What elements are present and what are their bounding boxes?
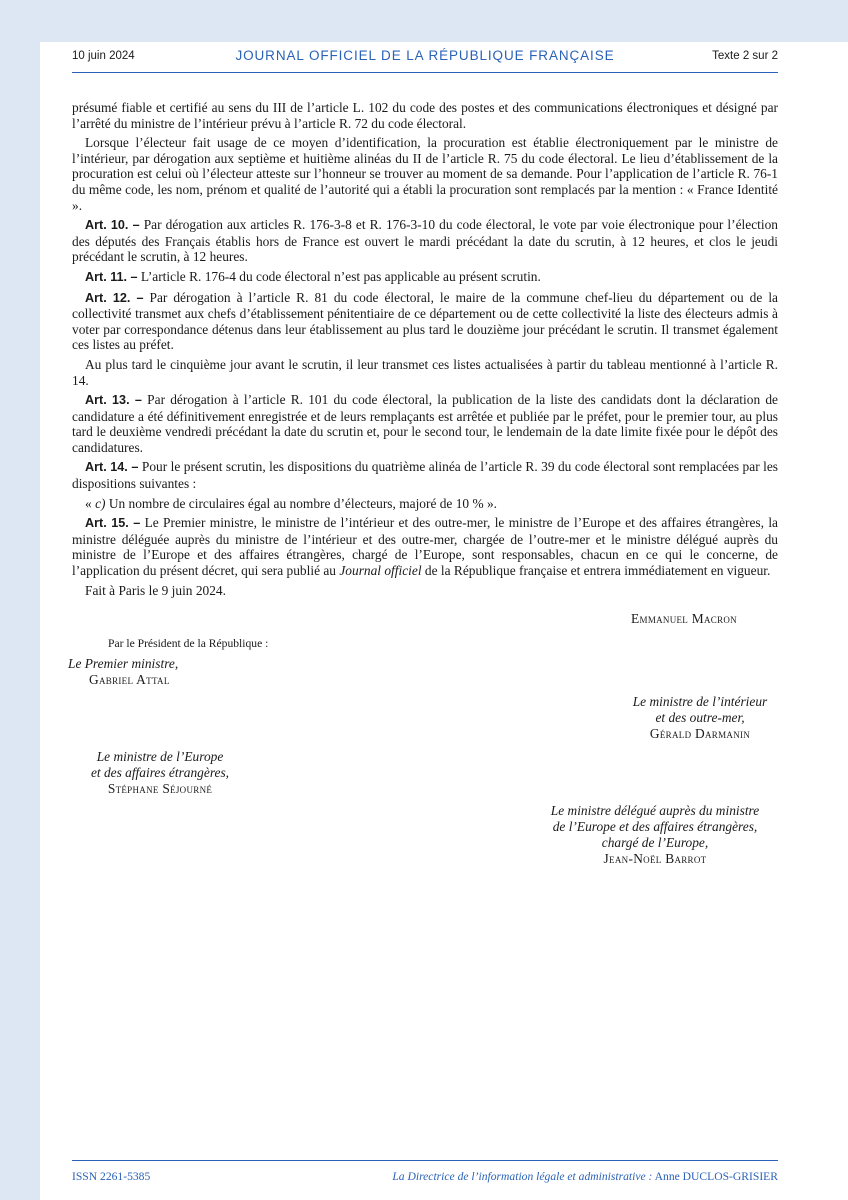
signature-ministre-delegue [510,803,800,867]
journal-title: JOURNAL OFFICIEL DE LA RÉPUBLIQUE FRANÇAISE [235,48,615,63]
signatory-title: Le ministre délégué auprès du ministre [550,803,760,818]
item-text: Un nombre de circulaires égal au nombre d’électeurs, majoré de 10 % ». [108,495,497,511]
article-label: Art. 14. – [85,460,139,475]
article-label: Art. 15. – [85,516,141,531]
header-rule [72,72,778,73]
article-text: de la République française et entrera immédiatement en vigueur. [424,563,771,579]
signatory-name: Gabriel Attal [89,672,170,687]
signatory-name: Stéphane Séjourné [107,781,213,796]
signatory-name: Jean-Noël Barrot [603,851,707,866]
signature-ministre-interieur [600,694,800,742]
signatory-title: et des affaires étrangères, [90,765,230,780]
page-footer [72,1170,778,1188]
article-12 [72,290,778,353]
closing-line: Fait à Paris le 9 juin 2024. [85,582,226,598]
item-letter: c) [95,495,106,511]
signatory-title: de l’Europe et des affaires étrangères, [552,819,758,834]
article-text: Par dérogation à l’article R. 81 du code électoral, le maire de la commune chef-lieu du département ou de la collectivité transmet aux chefs d’établissement pénitentiaire de ce département ou de cette collectivité la liste des électeurs admis à voter par correspondance détenus dans leur établissement au plus tard le douzième jour précédant le scrutin. Il transmet également ces listes au préfet. [72,289,778,353]
paragraph: Au plus tard le cinquième jour avant le scrutin, il leur transmet ces listes actualisées à partir du tableau mentionné à l’article R. 14. [72,356,778,388]
document-body [72,100,778,602]
signatory-title: Le ministre de l’Europe [96,749,224,764]
footer-rule [72,1160,778,1161]
page-header [72,48,778,72]
signatory-name: Emmanuel Macron [631,611,737,626]
article-label: Art. 11. – [85,269,138,284]
article-11 [72,269,778,286]
quoted-provision [72,496,778,512]
signature-premier-ministre [68,656,268,688]
page-margin-band [0,0,40,1200]
publication-date: 10 juin 2024 [72,50,135,62]
page-info: Texte 2 sur 2 [712,50,778,62]
article-label: Art. 12. – [85,290,144,305]
signature-president [560,611,808,627]
signatory-title: chargé de l’Europe, [601,835,709,850]
article-label: Art. 13. – [85,393,142,408]
article-text: L’article R. 176-4 du code électoral n’est pas applicable au présent scrutin. [140,268,541,284]
issn: ISSN 2261-5385 [72,1170,151,1183]
signatory-title: Le ministre de l’intérieur [632,694,768,709]
page-top-band [0,0,848,42]
paragraph: présumé fiable et certifié au sens du III de l’article L. 102 du code des postes et des communications électroniques et désigné par l’arrêté du ministre de l’intérieur prévu à l’article R. 72 du code électoral. [72,100,778,131]
signatory-title: Le Premier ministre, [68,656,179,671]
directrice-line [392,1170,778,1183]
journal-reference: Journal officiel [339,563,422,579]
signatory-title: et des outre-mer, [655,710,745,725]
directrice-label: La Directrice de l’information légale et administrative : [392,1170,653,1183]
article-14 [72,459,778,491]
article-15 [72,515,778,578]
article-text: Par dérogation à l’article R. 101 du code électoral, la publication de la liste des candidats dont la déclaration de candidature a été définitivement enregistrée et de leurs remplaçants est arrêtée et publiée par le préfet, pour le premier tour, au plus tard le deuxième vendredi précédant la date du scrutin et, pour le second tour, le lendemain de la date limite fixée pour le dépôt des candidatures. [72,392,778,455]
article-10 [72,217,778,265]
article-text: Par dérogation aux articles R. 176-3-8 et R. 176-3-10 du code électoral, le vote par voie électronique pour l’élection des députés des Français établis hors de France est ouvert le mardi précédant la date du scrutin, à 12 heures, et clos le jeudi précédant le scrutin, à 12 heures. [72,217,778,265]
paragraph: Lorsque l’électeur fait usage de ce moyen d’identification, la procuration est établie électroniquement par le ministre de l’intérieur, par dérogation aux septième et huitième alinéas du II de l’article R. 75 du code électoral. Le lieu d’établissement de la procuration est celui où l’électeur atteste sur l’honneur se trouver au moment de sa demande. Pour l’application de l’article R. 76-1 du même code, les nom, prénom et qualité de l’autorité qui a établi la procuration sont remplacés par la mention : « France Identité ». [72,135,778,213]
par-le-president: Par le Président de la République : [108,637,269,650]
article-label: Art. 10. – [85,218,140,233]
article-13 [72,392,778,455]
quote-open: « [85,495,92,511]
signature-ministre-europe [50,749,270,797]
article-text: Pour le présent scrutin, les dispositions du quatrième alinéa de l’article R. 39 du code électoral sont remplacées par les dispositions suivantes : [72,459,778,492]
signatory-name: Gérald Darmanin [649,726,751,741]
directrice-name: Anne DUCLOS-GRISIER [654,1170,778,1183]
article-text: Le Premier ministre, le ministre de l’intérieur et des outre-mer, le ministre de l’Europe et des affaires étrangères, la ministre déléguée auprès du ministre de l’intérieur et des outre-mer, chargée de l’outre-mer et le ministre délégué auprès du ministre de l’Europe et des affaires étrangères, chargé de l’Europe, sont responsables, chacun en ce qui le concerne, de l’application du présent décret, qui sera publié au [72,515,778,579]
